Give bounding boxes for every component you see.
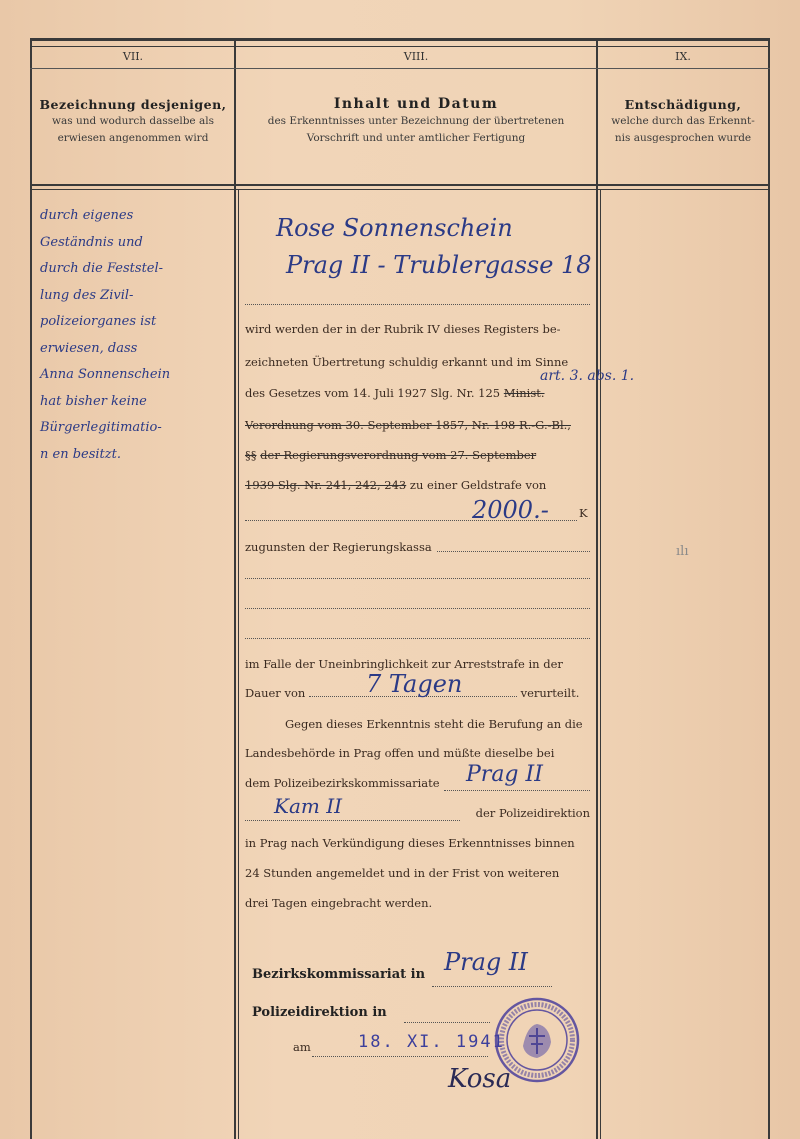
col8-subtitle-1: des Erkenntnisses unter Bezeichnung der übertretenen bbox=[267, 115, 565, 127]
col9-number: IX. bbox=[675, 50, 691, 63]
evidence-line: polizeiorganes ist bbox=[40, 314, 157, 329]
col9-inner-rule bbox=[600, 190, 601, 1139]
handwritten-name: Rose Sonnenschein bbox=[276, 214, 513, 242]
form-line-2: zeichneten Übertretung schuldig erkannt und im Sinne bbox=[245, 355, 569, 369]
col7-number: VII. bbox=[122, 50, 144, 63]
amount-dotted-line bbox=[245, 520, 577, 521]
handwritten-article: art. 3. abs. 1. bbox=[540, 368, 635, 384]
header-top-line bbox=[30, 46, 770, 47]
blank-dotted-line-2 bbox=[245, 608, 590, 609]
top-border bbox=[30, 38, 770, 41]
form-line-5 bbox=[245, 448, 590, 467]
handwritten-commissariat: Prag II bbox=[466, 762, 543, 787]
col7-subtitle-2: erwiesen angenommen wird bbox=[57, 132, 209, 144]
office-label: Bezirkskommissariat in bbox=[252, 967, 426, 982]
direction-label: Polizeidirektion in bbox=[252, 1005, 387, 1020]
blank-dotted-line-1 bbox=[245, 578, 590, 579]
struck-paragraph-sign: §§ bbox=[245, 448, 257, 462]
office-dotted-line bbox=[432, 986, 552, 987]
signature: Kosa bbox=[448, 1064, 512, 1094]
form-line-14: in Prag nach Verkündigung dieses Erkenntnisses binnen bbox=[245, 836, 575, 850]
commissariat-label: dem Polizeibezirkskommissariate bbox=[245, 776, 440, 790]
form-line-7: zugunsten der Regierungskassa bbox=[245, 540, 432, 554]
blank-dotted-line-3 bbox=[245, 638, 590, 639]
number-row-line bbox=[30, 68, 770, 69]
evidence-line: durch die Feststel- bbox=[40, 261, 164, 276]
struck-minist: Minist. bbox=[503, 386, 545, 400]
evidence-line: Bürgerlegitimatio- bbox=[40, 420, 162, 435]
evidence-line: Geständnis und bbox=[40, 234, 143, 250]
address-dotted-line bbox=[245, 304, 590, 305]
form-line-8: im Falle der Uneinbringlichkeit zur Arreststrafe in der bbox=[245, 657, 563, 671]
direction-dotted-line bbox=[404, 1022, 490, 1023]
form-line-3 bbox=[245, 386, 590, 405]
col8-header bbox=[236, 96, 596, 147]
form-line-16: drei Tagen eingebracht werden. bbox=[245, 896, 433, 910]
official-seal-icon bbox=[493, 996, 581, 1084]
col9-subtitle-1: welche durch das Erkennt- bbox=[611, 115, 755, 127]
col8-number: VIII. bbox=[403, 50, 429, 63]
duration-label: Dauer von bbox=[245, 686, 306, 700]
struck-regulation: der Regierungsverordnung vom 27. September bbox=[260, 448, 537, 462]
col9-header bbox=[598, 96, 768, 147]
currency: K bbox=[579, 506, 588, 520]
pencil-mark: ılı bbox=[676, 544, 689, 559]
evidence-line: hat bisher keine bbox=[40, 393, 147, 409]
struck-collection: 1939 Slg. Nr. 241, 242, 243 bbox=[245, 478, 407, 492]
date-dotted-line bbox=[312, 1056, 488, 1057]
col7-title: Bezeichnung desjenigen, bbox=[39, 97, 227, 112]
right-border bbox=[768, 38, 770, 1139]
handwritten-kam: Kam II bbox=[274, 794, 342, 818]
form-line-10: Gegen dieses Erkenntnis steht die Berufung an die bbox=[285, 717, 583, 731]
commissariat-dotted-line bbox=[444, 790, 590, 791]
col8-inner-rule bbox=[238, 190, 239, 1139]
form-line-4-struck: Verordnung vom 30. September 1857, Nr. 198 R.-G.-Bl., bbox=[245, 418, 571, 432]
evidence-line: Anna Sonnenschein bbox=[40, 367, 171, 382]
evidence-line: lung des Zivil- bbox=[40, 287, 134, 303]
date-stamp: 18. XI. 1941 bbox=[358, 1032, 505, 1052]
col8-subtitle-2: Vorschrift und unter amtlicher Fertigung bbox=[306, 132, 526, 144]
col9-title: Entschädigung, bbox=[624, 97, 742, 112]
date-label: am bbox=[293, 1040, 311, 1054]
fine-amount: 2000.- bbox=[472, 496, 549, 524]
sentenced-label: verurteilt. bbox=[520, 686, 580, 700]
header-divider-line-2 bbox=[30, 189, 770, 190]
evidence-handwriting bbox=[40, 203, 230, 468]
form-line-11: Landesbehörde in Prag offen und müßte dieselbe bei bbox=[245, 746, 555, 760]
law-reference: des Gesetzes vom 14. Juli 1927 Slg. Nr. 125 bbox=[245, 386, 501, 400]
handwritten-address: Prag II - Trublergasse 18 bbox=[286, 251, 592, 279]
header-divider-line bbox=[30, 184, 770, 186]
col7-subtitle-1: was und wodurch dasselbe als bbox=[52, 115, 214, 127]
left-border bbox=[30, 38, 32, 1139]
handwritten-office: Prag II bbox=[444, 948, 528, 976]
form-line-6 bbox=[245, 478, 590, 497]
col8-title: Inhalt und Datum bbox=[333, 96, 499, 112]
kam-dotted-line bbox=[245, 820, 460, 821]
form-line-1: wird werden der in der Rubrik IV dieses Registers be- bbox=[245, 322, 561, 336]
fine-label: zu einer Geldstrafe von bbox=[409, 478, 547, 492]
evidence-line: durch eigenes bbox=[40, 208, 134, 223]
form-line-15: 24 Stunden angemeldet und in der Frist von weiteren bbox=[245, 866, 560, 880]
col8-left-rule bbox=[234, 38, 236, 1139]
col7-header bbox=[32, 96, 234, 147]
evidence-line: erwiesen, dass bbox=[40, 340, 138, 356]
handwritten-duration: 7 Tagen bbox=[366, 670, 463, 698]
col9-subtitle-2: nis ausgesprochen wurde bbox=[614, 132, 752, 144]
form-line-13: der Polizeidirektion bbox=[475, 806, 590, 820]
kassa-dotted-line bbox=[437, 551, 590, 552]
evidence-line: n en besitzt. bbox=[40, 446, 121, 462]
